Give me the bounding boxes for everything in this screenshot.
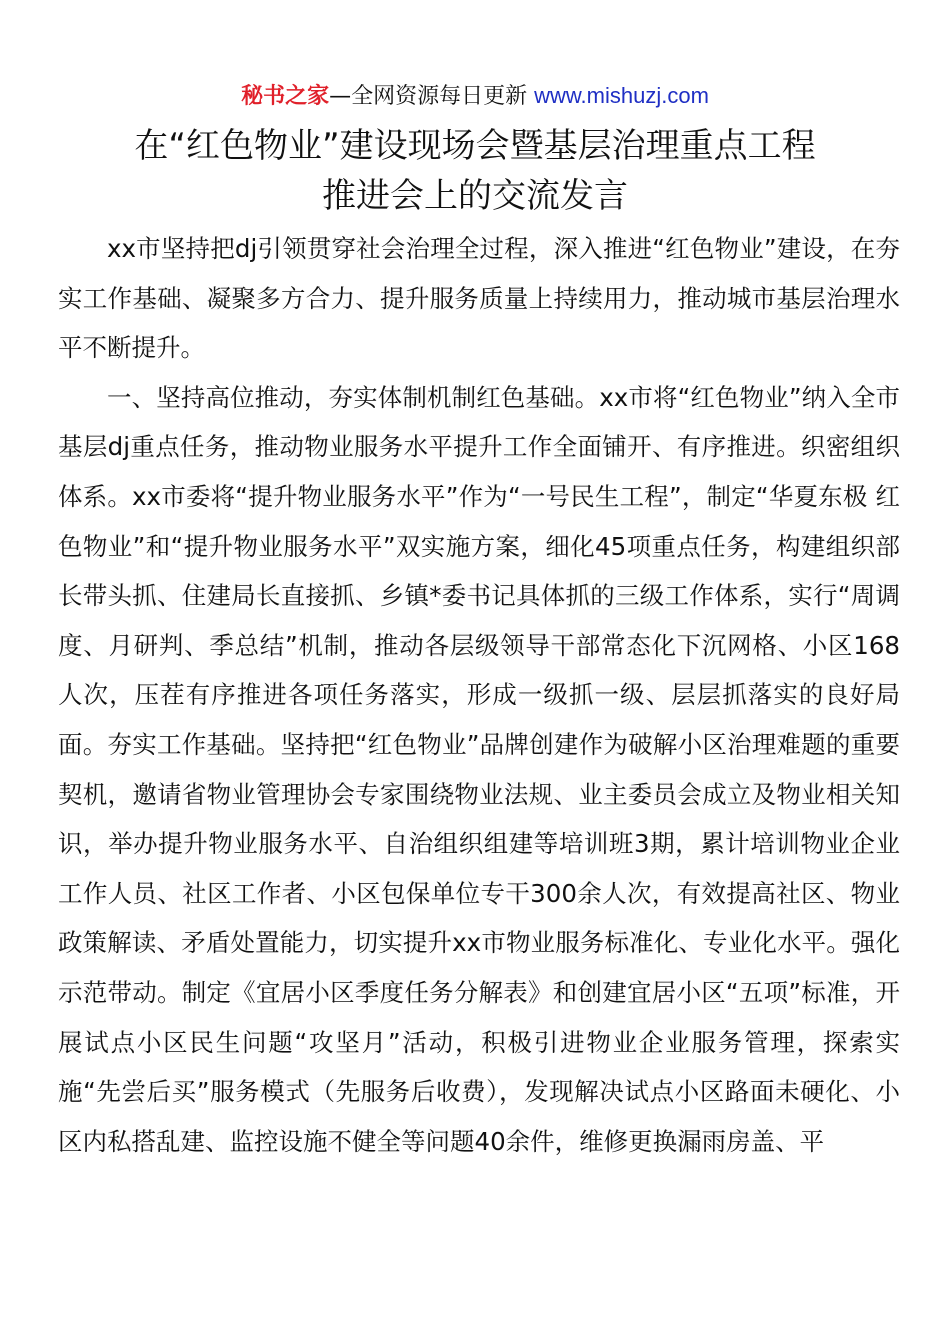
site-header <box>0 82 950 111</box>
brand-url-link[interactable]: www.mishuzj.com <box>534 83 709 108</box>
document-title-line-1: 在“红色物业”建设现场会暨基层治理重点工程 <box>134 126 816 166</box>
body-paragraph-intro: xx市坚持把dj引领贯穿社会治理全过程，深入推进“红色物业”建设，在夯实工作基础、凝聚多方合力、提升服务质量上持续用力，推动城市基层治理水平不断提升。 <box>58 234 900 363</box>
brand-slogan: —全网资源每日更新 <box>329 84 528 109</box>
document-body <box>58 224 900 1166</box>
brand-name: 秘书之家 <box>241 84 330 109</box>
document-title-line-2: 推进会上的交流发言 <box>322 176 628 216</box>
body-paragraph-section-1: 一、坚持高位推动，夯实体制机制红色基础。xx市将“红色物业”纳入全市基层dj重点任务，推动物业服务水平提升工作全面铺开、有序推进。织密组织体系。xx市委将“提升物业服务水平”作为“一号民生工程”，制定“华夏东极 红色物业”和“提升物业服务水平”双实施方案，细化45项重点任务，构建组织部长带头抓、住建局长直接抓、乡镇*委书记具体抓的三级工作体系，实行“周调度、月研判、季总结”机制，推动各层级领导干部常态化下沉网格、小区168人次，压茬有序推进各项任务落实，形成一级抓一级、层层抓落实的良好局面。夯实工作基础。坚持把“红色物业”品牌创建作为破解小区治理难题的重要契机，邀请省物业管理协会专家围绕物业法规、业主委员会成立及物业相关知识，举办提升物业服务水平、自治组织组建等培训班3期，累计培训物业企业工作人员、社区工作者、小区包保单位专干300余人次，有效提高社区、物业政策解读、矛盾处置能力，切实提升xx市物业服务标准化、专业化水平。强化示范带动。制定《宜居小区季度任务分解表》和创建宜居小区“五项”标准，开展试点小区民生问题“攻坚月”活动，积极引进物业企业服务管理，探索实施“先尝后买”服务模式（先服务后收费），发现解决试点小区路面未硬化、小区内私搭乱建、监控设施不健全等问题40余件，维修更换漏雨房盖、平 <box>58 382 900 1156</box>
